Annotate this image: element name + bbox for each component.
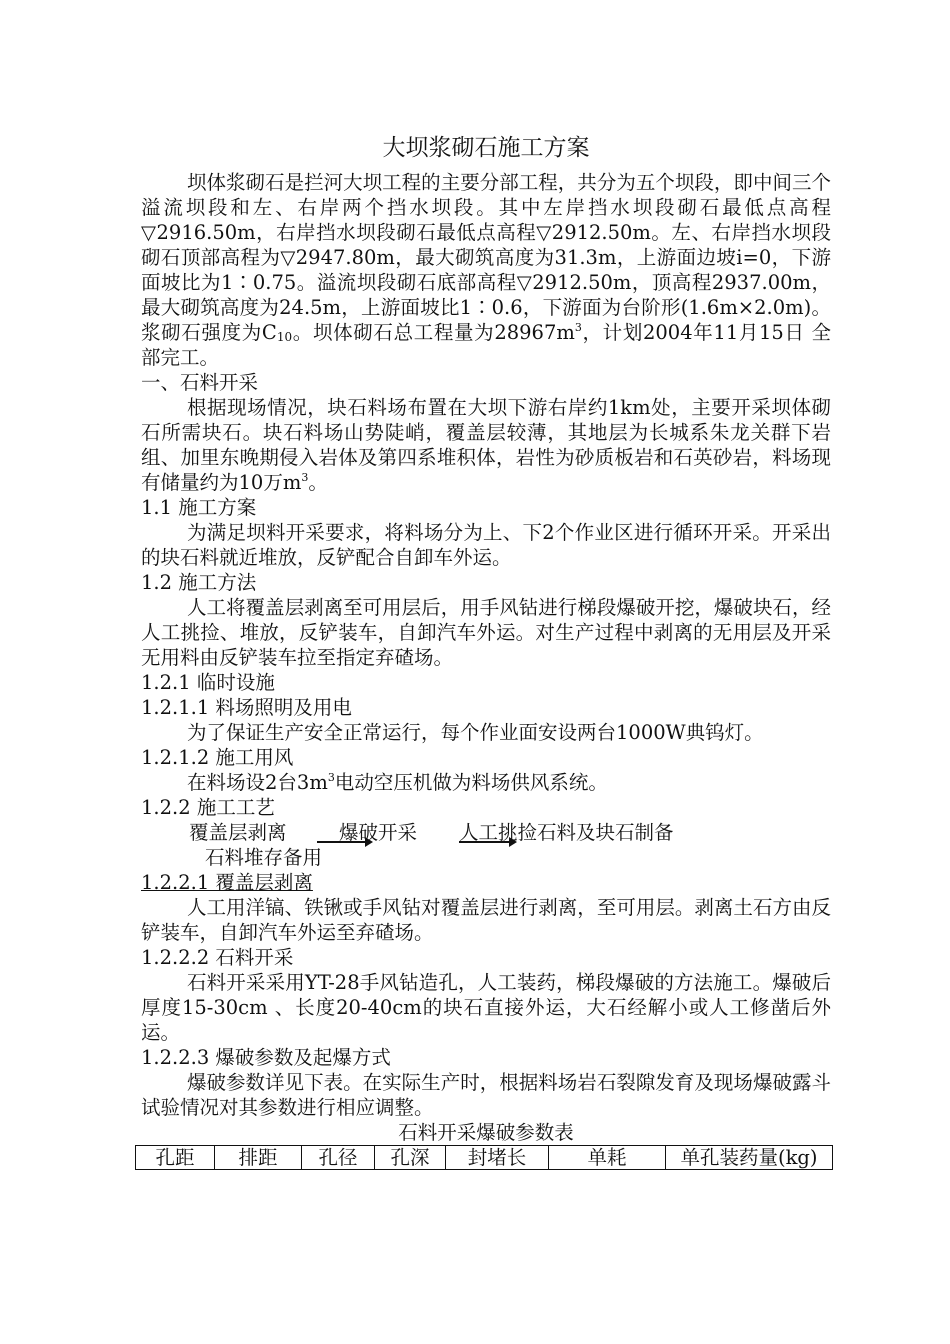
paragraph-1-2-2-1: 人工用洋镐、铁锹或手风钻对覆盖层进行剥离，至可用层。剥离土石方由反铲装车，自卸汽车外运至弃碴场。 [141,896,831,944]
flow-step-2: 爆破开采 [339,821,418,844]
paragraph-1-2-1-2: 在料场设2台$3m^3$电动空压机做为料场供风系统。 [187,771,608,794]
heading-1-2-2-3: 1.2.2.3 爆破参数及起爆方式 [141,1046,391,1069]
paragraph-1-2-2-2: 石料开采采用YT-28手风钻造孔，人工装药，梯段爆破的方法施工。爆破后厚度15-30cm 、长度20-40cm的块石直接外运，大石经解小或人工修凿后外运。 [141,971,831,1044]
paragraph-1-2: 人工将覆盖层剥离至可用层后，用手风钻进行梯段爆破开挖，爆破块石，经人工挑捡、堆放，反铲装车，自卸汽车外运。对生产过程中剥离的无用层及开采无用料由反铲装车拉至指定弃碴场。 [141,596,831,669]
table-header-cell: 孔距 [136,1146,215,1170]
heading-1-2-1-2: 1.2.1.2 施工用风 [141,746,294,769]
heading-1-2-2-1: 1.2.2.1 覆盖层剥离 [141,871,313,894]
paragraph-1-2-2-3: 爆破参数详见下表。在实际生产时，根据料场岩石裂隙发育及现场爆破露斗试验情况对其参数进行相应调整。 [141,1071,831,1119]
section-heading-1: 一、石料开采 [141,371,259,394]
flow-step-3: 人工挑捡石料及块石制备 [459,821,674,844]
blasting-parameter-table [135,1145,833,1170]
heading-1-2-1-1: 1.2.1.1 料场照明及用电 [141,696,352,719]
table-header-row [136,1146,833,1170]
table-title: 石料开采爆破参数表 [398,1121,574,1144]
heading-1-2-1: 1.2.1 临时设施 [141,671,275,694]
document-title: 大坝浆砌石施工方案 [382,135,590,161]
flow-step-4: 石料堆存备用 [205,846,323,869]
intro-paragraph: 坝体浆砌石是拦河大坝工程的主要分部工程，共分为五个坝段，即中间三个溢流坝段和左、右岸两个挡水坝段。其中左岸挡水坝段砌石最低点高程▽2916.50m，右岸挡水坝段砌石最低点高程▽2912.50m。左、右岸挡水坝段砌石顶部高程为▽2947.80m，最大砌筑高度为31.3m，上游面边坡i=0，下游面坡比为1∶0.75。溢流坝段砌石底部高程▽2912.50m，顶高程2937.00m，最大砌筑高度为24.5m，上游面坡比1∶0.6，下游面为台阶形(1.6m×2.0m)。浆砌石强度为$C_{10}$。坝体砌石总工程量为$28967m^3$，计划2004年11月15日 全部完工。 [141,171,832,369]
table-header-cell: 排距 [215,1146,302,1170]
table-header-cell: 封堵长 [446,1146,549,1170]
paragraph-1-1: 为满足坝料开采要求，将料场分为上、下2个作业区进行循环开采。开采出的块石料就近堆放，反铲配合自卸车外运。 [141,521,831,569]
document-page [141,130,831,1170]
table-header-cell: 孔深 [375,1146,446,1170]
paragraph-1: 根据现场情况，块石料场布置在大坝下游右岸约1km处，主要开采坝体砌石所需块石。块石料场山势陡峭，覆盖层较薄，其地层为长城系朱龙关群下岩组、加里东晚期侵入岩体及第四系堆积体，岩性为砂质板岩和石英砂岩，料场现有储量约为10万$m^3$。 [141,396,831,494]
heading-1-2-2: 1.2.2 施工工艺 [141,796,275,819]
flow-step-1: 覆盖层剥离 [189,821,287,844]
table-header-cell: 孔径 [302,1146,375,1170]
process-flow [141,820,831,870]
heading-1-1: 1.1 施工方案 [141,496,257,519]
table-header-cell: 单孔装药量(kg) [666,1146,833,1170]
heading-1-2: 1.2 施工方法 [141,571,257,594]
paragraph-1-2-1-1: 为了保证生产安全正常运行，每个作业面安设两台1000W典钨灯。 [187,721,764,744]
heading-1-2-2-2: 1.2.2.2 石料开采 [141,946,294,969]
table-header-cell: 单耗 [549,1146,666,1170]
